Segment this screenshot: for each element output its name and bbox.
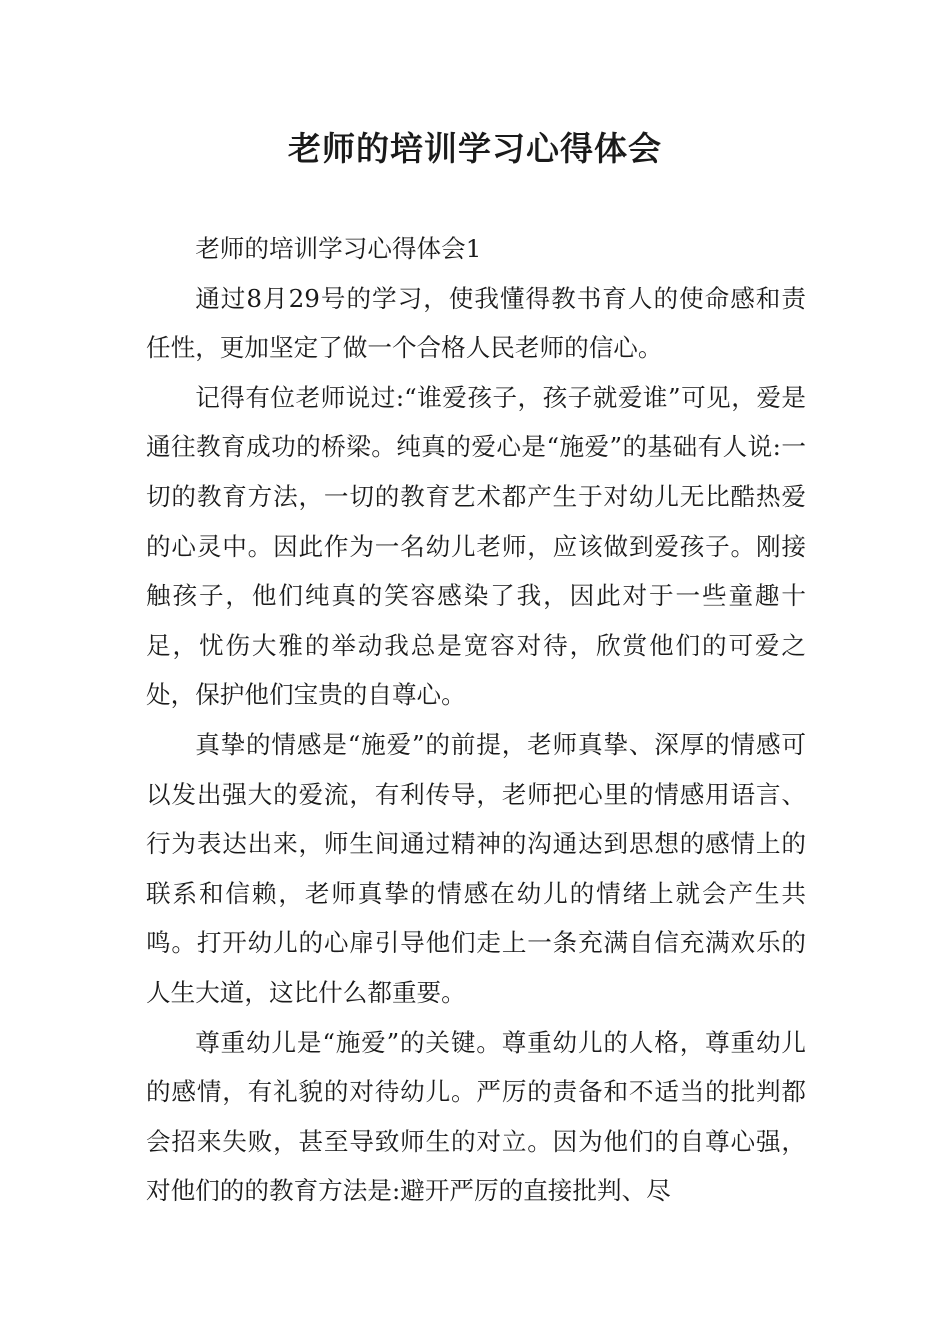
paragraph: 尊重幼儿是“施爱”的关键。尊重幼儿的人格，尊重幼儿的感情，有礼貌的对待幼儿。严厉的责备和不适当的批判都会招来失败，甚至导致师生的对立。因为他们的自尊心强，对他们的的教育方法是:避开严厉的直接批判、尽 (146, 1027, 806, 1206)
document-title: 老师的培训学习心得体会 (288, 129, 662, 168)
document-body (146, 224, 806, 1216)
paragraph: 真挚的情感是“施爱”的前提，老师真挚、深厚的情感可以发出强大的爱流，有利传导，老师把心里的情感用语言、行为表达出来，师生间通过精神的沟通达到思想的感情上的联系和信赖，老师真挚的情感在幼儿的情绪上就会产生共鸣。打开幼儿的心扉引导他们走上一条充满自信充满欢乐的人生大道，这比什么都重要。 (146, 729, 806, 1007)
section-heading: 老师的培训学习心得体会1 (195, 234, 482, 263)
paragraph: 通过8月29号的学习，使我懂得教书育人的使命感和责任性，更加坚定了做一个合格人民老师的信心。 (146, 283, 806, 363)
paragraph: 记得有位老师说过:“谁爱孩子，孩子就爱谁”可见，爱是通往教育成功的桥梁。纯真的爱心是“施爱”的基础有人说:一切的教育方法，一切的教育艺术都产生于对幼儿无比酷热爱的心灵中。因此作为一名幼儿老师，应该做到爱孩子。刚接触孩子，他们纯真的笑容感染了我，因此对于一些童趣十足，忧伤大雅的举动我总是宽容对待，欣赏他们的可爱之处，保护他们宝贵的自尊心。 (146, 382, 806, 710)
